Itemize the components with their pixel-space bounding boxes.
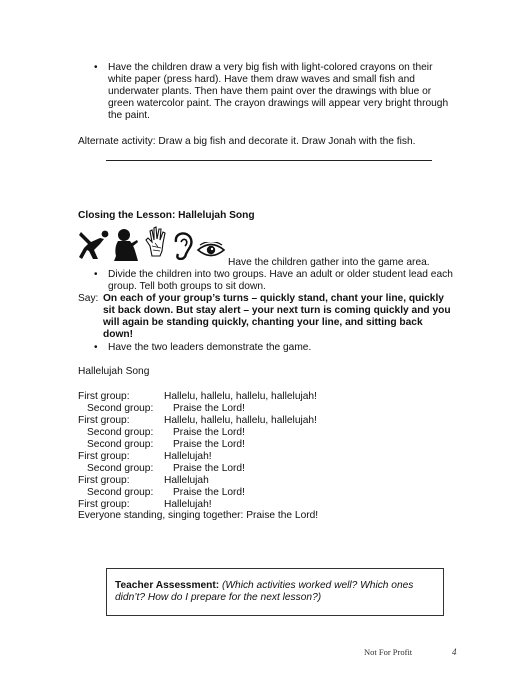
song-group-label: First group: [78,391,130,402]
song-line [78,403,398,415]
song-group-label: First group: [78,415,130,426]
song-line-text: Hallelujah [164,475,209,486]
divide-bullet-text: Divide the children into two groups. Have an adult or older student lead each group. Tell both groups to sit down. [108,269,453,292]
song-group-label: Second group: [87,487,154,498]
stretch-pose-icon [78,228,112,260]
song-line [78,487,398,499]
eye-icon [196,242,226,258]
say-label: Say: [78,293,99,304]
song-title: Hallelujah Song [78,366,150,377]
song-line-text: Hallelujah! [164,499,212,510]
demonstrate-bullet-text: Have the two leaders demonstrate the game. [108,342,312,353]
divide-bullet [94,269,454,293]
song-line-text: Hallelu, hallelu, hallelu, hallelujah! [164,391,317,402]
bullet-marker: • [94,62,98,73]
say-text-wrap [103,293,455,341]
praying-child-icon [112,228,142,262]
hand-icon [144,226,170,258]
song-line-text: Praise the Lord! [173,463,245,474]
activity-bullet-text: Have the children draw a very big fish with light-colored crayons on their white paper (press hard). Have them draw waves and small fish and underwater plants. Then have them paint over the drawings with blue or green watercolor paint. The crayon drawings will appear very bright through the paint. [108,62,449,121]
teacher-assessment-box [106,568,444,616]
song-line [78,427,398,439]
song-line [78,475,398,487]
song-line [78,439,398,451]
footer-text: Not For Profit [364,647,413,657]
song-line-text: Praise the Lord! [173,427,245,438]
song-line [78,415,398,427]
song-line-text: Hallelujah! [164,451,212,462]
song-line-text: Hallelu, hallelu, hallelu, hallelujah! [164,415,317,426]
song-group-label: Second group: [87,463,154,474]
song-line-text: Praise the Lord! [173,439,245,450]
song-group-label: Second group: [87,403,154,414]
say-text: On each of your group’s turns – quickly stand, chant your line, quickly sit back down. But stay alert – your next turn is coming quickly and you will again be standing quickly, chanting your line, and sitting back down! [103,293,451,340]
assessment-text: (Which activities worked well? Which ones didn’t? How do I prepare for the next lesson?) [115,580,414,603]
song-group-label: Second group: [87,439,154,450]
assessment-label: Teacher Assessment: [115,580,220,591]
bullet-marker: • [94,269,98,280]
song-group-label: First group: [78,475,130,486]
song-group-label: First group: [78,451,130,462]
bullet-marker: • [94,342,98,353]
closing-heading: Closing the Lesson: Hallelujah Song [78,210,255,221]
song-line [78,463,398,475]
song-group-label: Second group: [87,427,154,438]
activity-bullet [94,62,454,122]
page-number: 4 [452,647,457,657]
everyone-line: Everyone standing, singing together: Praise the Lord! [78,510,319,521]
song-line [78,451,398,463]
song-line-text: Praise the Lord! [173,403,245,414]
divider-line [106,160,432,161]
demonstrate-bullet [94,342,454,354]
song-line [78,391,398,403]
song-group-label: First group: [78,499,130,510]
song-line-text: Praise the Lord! [173,487,245,498]
ear-icon [172,232,196,260]
gather-text: Have the children gather into the game area. [228,257,430,268]
alternate-activity: Alternate activity: Draw a big fish and decorate it. Draw Jonah with the fish. [78,136,416,147]
